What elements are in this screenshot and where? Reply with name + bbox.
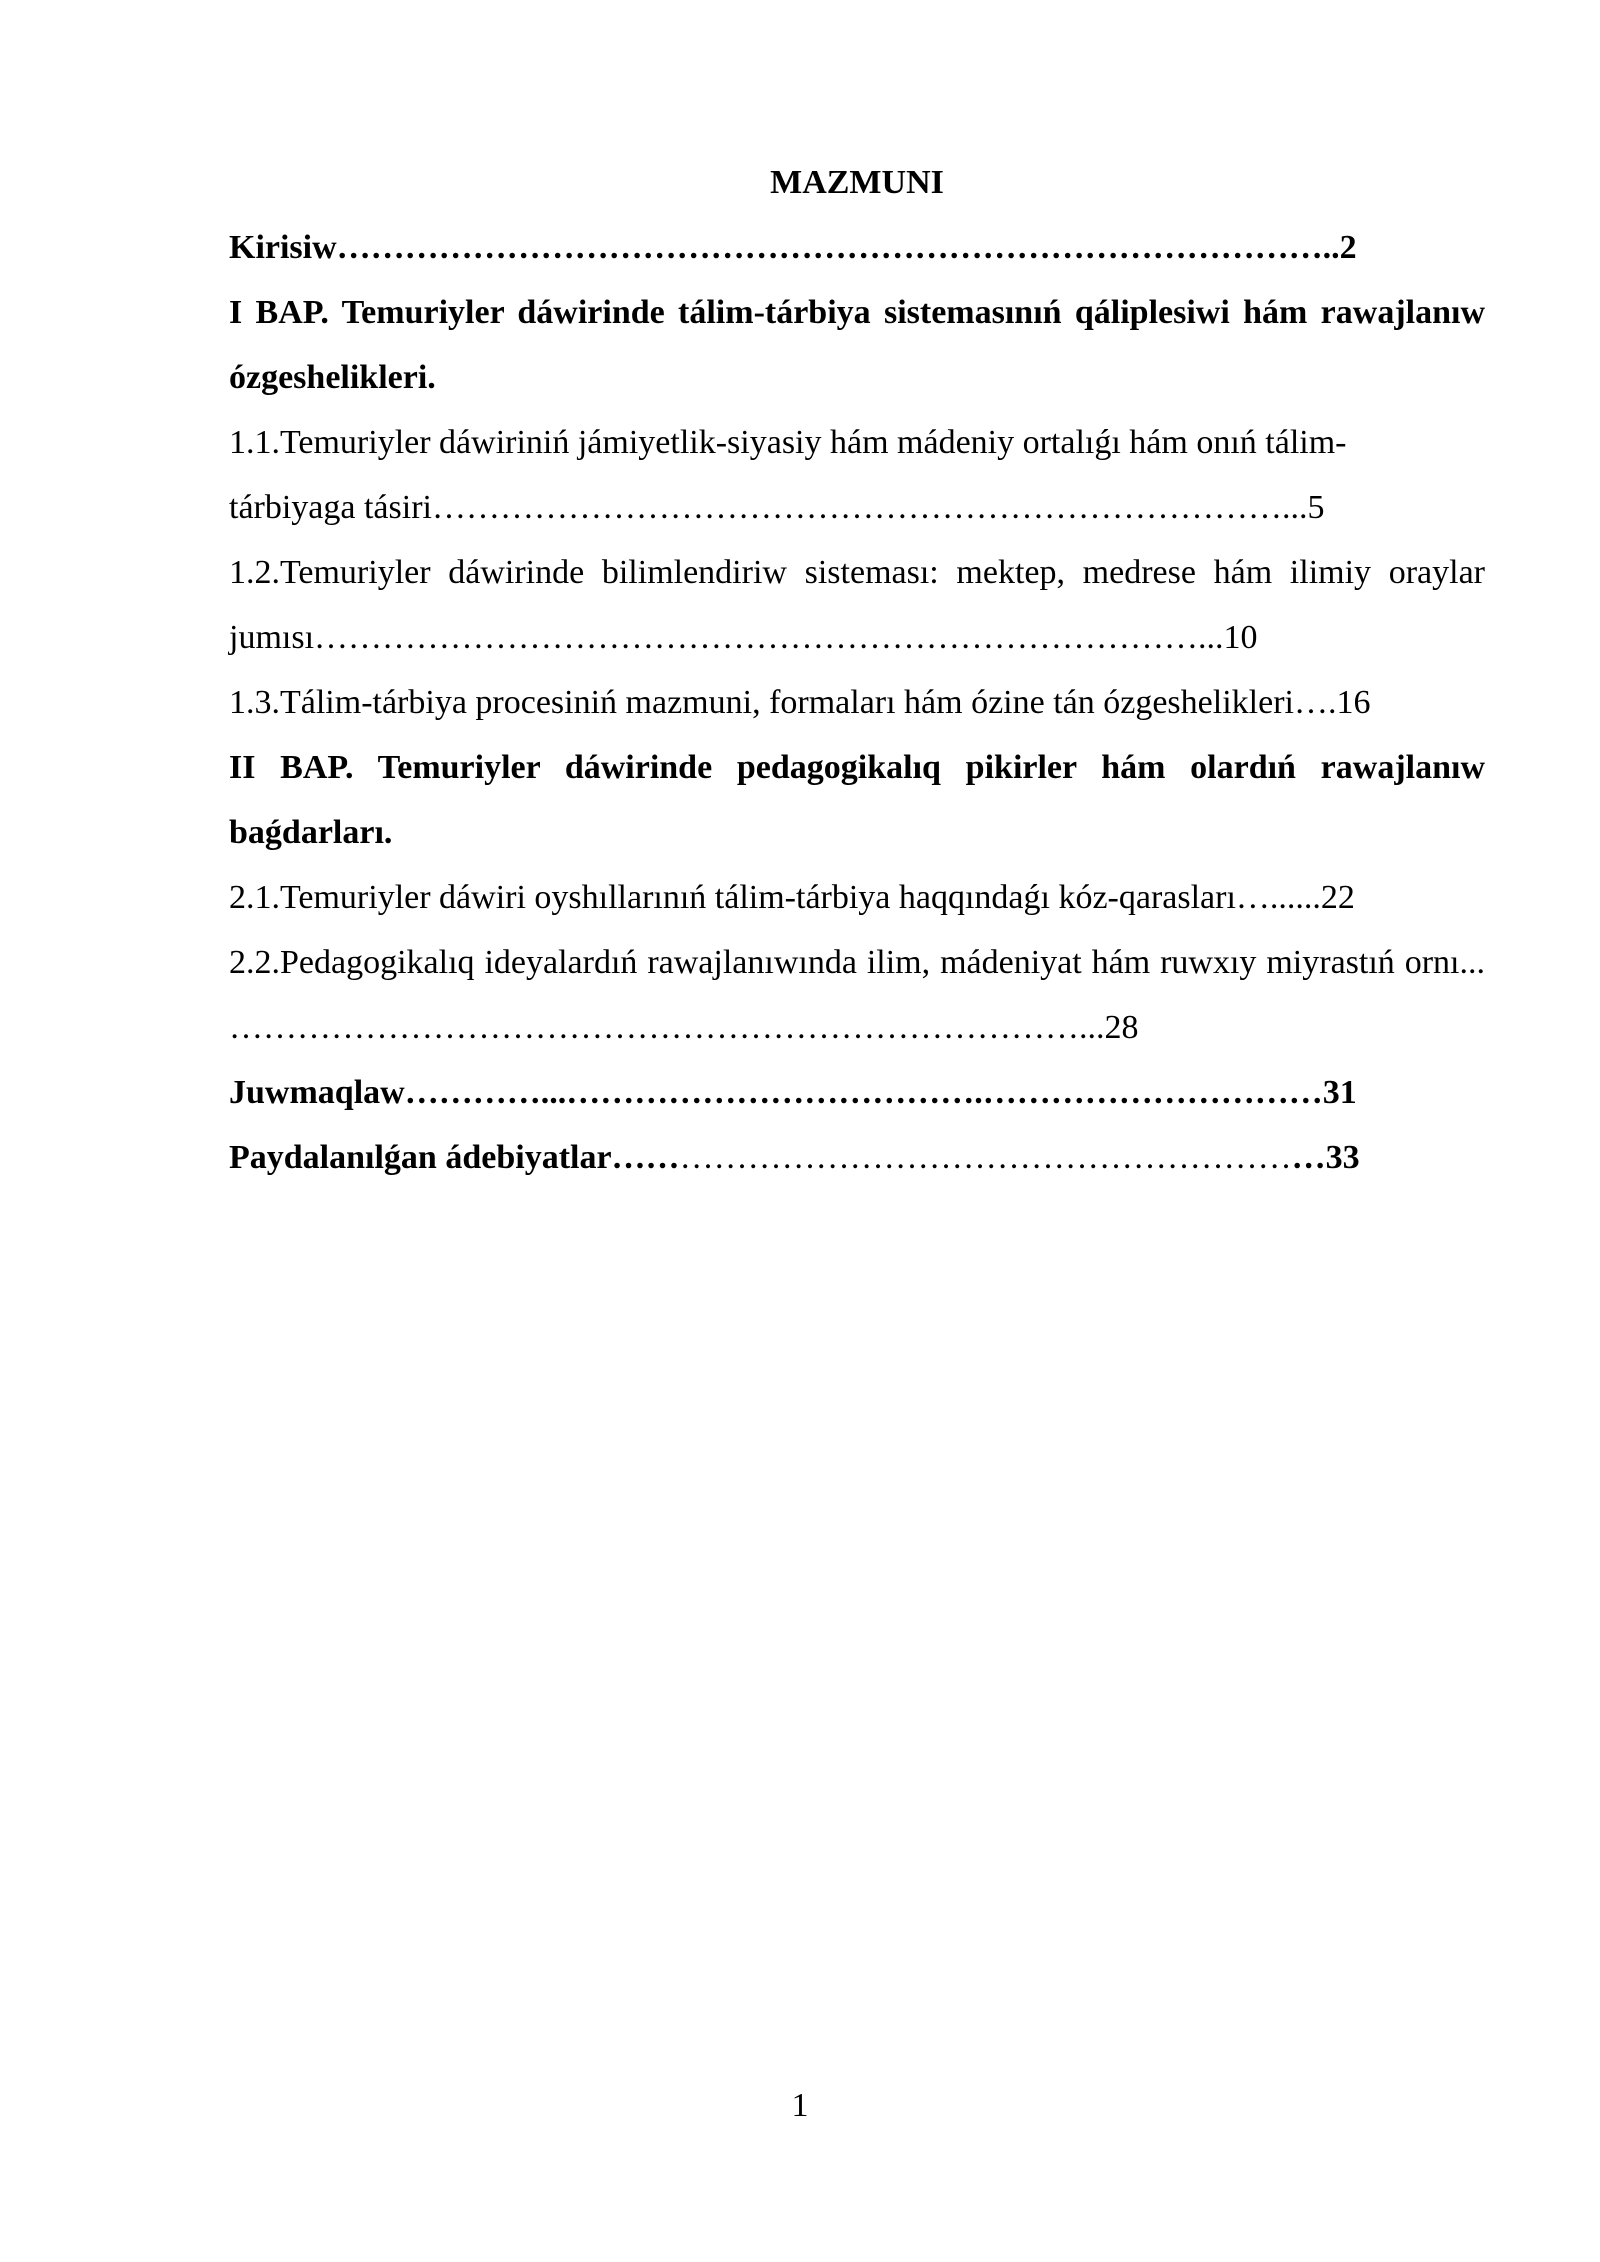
- toc-entry-section-1-1: [229, 410, 1485, 540]
- toc-entry-section-1-2: 1.2.Temuriyler dáwirinde bilimlendiriw sisteması: mektep, medrese hám ilimiy oraylar jumısı……………………………………………………………………...10: [229, 554, 1485, 656]
- toc-entry-section-1-1-line-2: tárbiyaga tásiri…………………………………………………………………...5: [229, 489, 1325, 526]
- toc-entry-references-leader: ………………………………………………: [679, 1139, 1292, 1176]
- toc-entry-references: [229, 1125, 1485, 1190]
- toc-entry-references-page: …33: [1291, 1139, 1360, 1176]
- toc-entry-introduction: Kirisiw……………………………………………………………………………..2: [229, 229, 1357, 266]
- toc-entry-section-2-2: 2.2.Pedagogikalıq ideyalardıń rawajlanıwında ilim, mádeniyat hám ruwxıy miyrastıń ornı... …………………………………………………………………...28: [229, 944, 1485, 1046]
- page-number: 1: [791, 2087, 809, 2124]
- table-of-contents: [229, 150, 1485, 1190]
- toc-entry-conclusion: Juwmaqlaw…………...……………………………….…………………………31: [229, 1074, 1357, 1111]
- toc-entry-references-title: Paydalanılǵan ádebiyatlar……: [229, 1139, 680, 1176]
- toc-entry-chapter-1: I BAP. Temuriyler dáwirinde tálim-tárbiya sistemasınıń qáliplesiwi hám rawajlanıw ózgeshelikleri.: [229, 294, 1485, 396]
- toc-entry-section-2-1: 2.1.Temuriyler dáwiri oyshıllarınıń tálim-tárbiya haqqındaǵı kóz-qarasları…......22: [229, 879, 1355, 916]
- toc-entry-chapter-2: II BAP. Temuriyler dáwirinde pedagogikalıq pikirler hám olardıń rawajlanıw baǵdarları.: [229, 749, 1485, 851]
- toc-entry-section-1-3: 1.3.Tálim-tárbiya procesiniń mazmuni, formaları hám ózine tán ózgeshelikleri….16: [229, 684, 1371, 721]
- toc-title: MAZMUNI: [770, 164, 944, 201]
- toc-entry-section-1-1-line-1: 1.1.Temuriyler dáwiriniń jámiyetlik-siyasiy hám mádeniy ortalıǵı hám onıń tálim-: [229, 424, 1347, 461]
